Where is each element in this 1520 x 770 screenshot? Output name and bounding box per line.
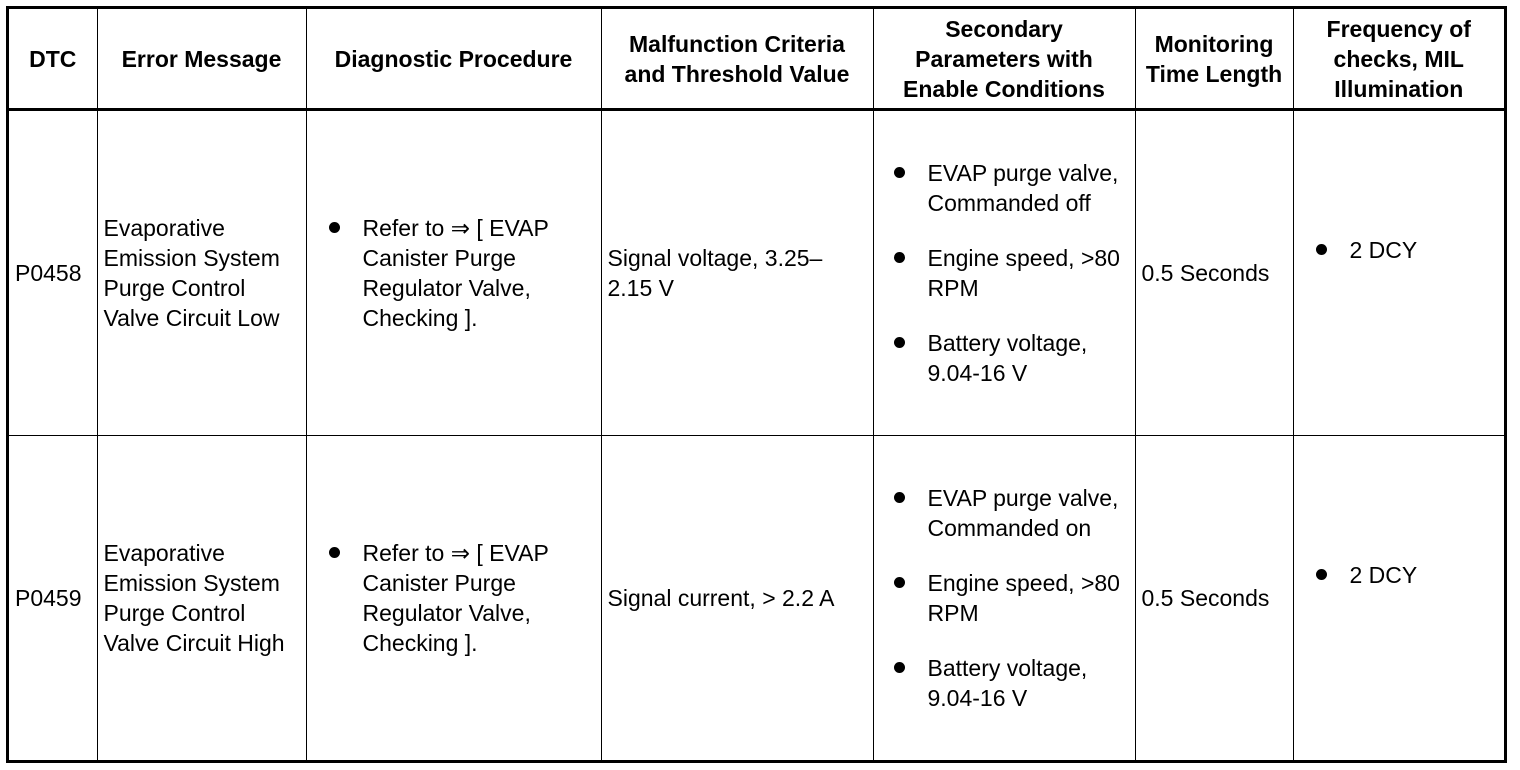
header-error-message: Error Message bbox=[97, 9, 306, 110]
error-message: Evaporative Emission System Purge Control Valve Circuit Low bbox=[97, 110, 306, 436]
header-frequency: Frequency of checks, MIL Illumination bbox=[1293, 9, 1504, 110]
dtc-table-frame bbox=[6, 6, 1507, 763]
header-malfunction-criteria: Malfunction Criteria and Threshold Value bbox=[601, 9, 873, 110]
bullet-icon bbox=[1316, 569, 1327, 580]
bullet-icon bbox=[1316, 244, 1327, 255]
header-diagnostic-procedure: Diagnostic Procedure bbox=[306, 9, 601, 110]
dtc-table bbox=[9, 9, 1504, 760]
bullet-icon bbox=[894, 662, 905, 673]
secondary-parameters-list bbox=[894, 483, 1129, 713]
secondary-parameters-cell bbox=[873, 110, 1135, 436]
frequency-value: 2 DCY bbox=[1349, 237, 1418, 263]
diagnostic-procedure-cell bbox=[306, 436, 601, 760]
list-item bbox=[894, 653, 1129, 713]
list-item bbox=[894, 483, 1129, 543]
secondary-parameter: Battery voltage, 9.04-16 V bbox=[927, 655, 1088, 712]
header-secondary-parameters: Secondary Parameters with Enable Conditions bbox=[873, 9, 1135, 110]
dtc-code: P0458 bbox=[9, 110, 97, 436]
frequency-cell bbox=[1293, 436, 1504, 760]
secondary-parameters-cell bbox=[873, 436, 1135, 760]
bullet-icon bbox=[894, 252, 905, 263]
procedure-bullet bbox=[329, 538, 595, 658]
frequency-bullet bbox=[1316, 235, 1499, 265]
malfunction-criteria: Signal voltage, 3.25–2.15 V bbox=[601, 110, 873, 436]
procedure-bullet bbox=[329, 213, 595, 333]
diagnostic-procedure-cell bbox=[306, 110, 601, 436]
monitoring-time: 0.5 Seconds bbox=[1135, 110, 1293, 436]
frequency-value: 2 DCY bbox=[1349, 562, 1418, 589]
secondary-parameter: Engine speed, >80 RPM bbox=[927, 570, 1120, 627]
frequency-cell bbox=[1293, 110, 1504, 436]
list-item bbox=[894, 158, 1129, 218]
secondary-parameter: Engine speed, >80 RPM bbox=[927, 245, 1120, 302]
bullet-icon bbox=[329, 547, 340, 558]
table-row bbox=[9, 110, 1504, 436]
bullet-icon bbox=[894, 337, 905, 348]
list-item bbox=[894, 568, 1129, 628]
monitoring-time: 0.5 Seconds bbox=[1135, 436, 1293, 760]
error-message: Evaporative Emission System Purge Control Valve Circuit High bbox=[97, 436, 306, 760]
procedure-link[interactable]: Refer to ⇒ [ EVAP Canister Purge Regulator Valve, Checking ]. bbox=[362, 215, 549, 332]
frequency-bullet bbox=[1316, 560, 1499, 590]
list-item bbox=[894, 328, 1129, 388]
bullet-icon bbox=[894, 167, 905, 178]
dtc-code: P0459 bbox=[9, 436, 97, 760]
bullet-icon bbox=[329, 222, 340, 233]
header-dtc: DTC bbox=[9, 9, 97, 110]
secondary-parameter: EVAP purge valve, Commanded off bbox=[927, 160, 1119, 217]
bullet-icon bbox=[894, 577, 905, 588]
table-row bbox=[9, 436, 1504, 760]
procedure-link[interactable]: Refer to ⇒ [ EVAP Canister Purge Regulator Valve, Checking ]. bbox=[362, 540, 549, 657]
header-row bbox=[9, 9, 1504, 110]
list-item bbox=[894, 243, 1129, 303]
header-monitoring-time: Monitoring Time Length bbox=[1135, 9, 1293, 110]
bullet-icon bbox=[894, 492, 905, 503]
malfunction-criteria: Signal current, > 2.2 A bbox=[601, 436, 873, 760]
secondary-parameters-list bbox=[894, 158, 1129, 388]
secondary-parameter: EVAP purge valve, Commanded on bbox=[927, 485, 1119, 542]
secondary-parameter: Battery voltage, 9.04-16 V bbox=[927, 330, 1088, 387]
